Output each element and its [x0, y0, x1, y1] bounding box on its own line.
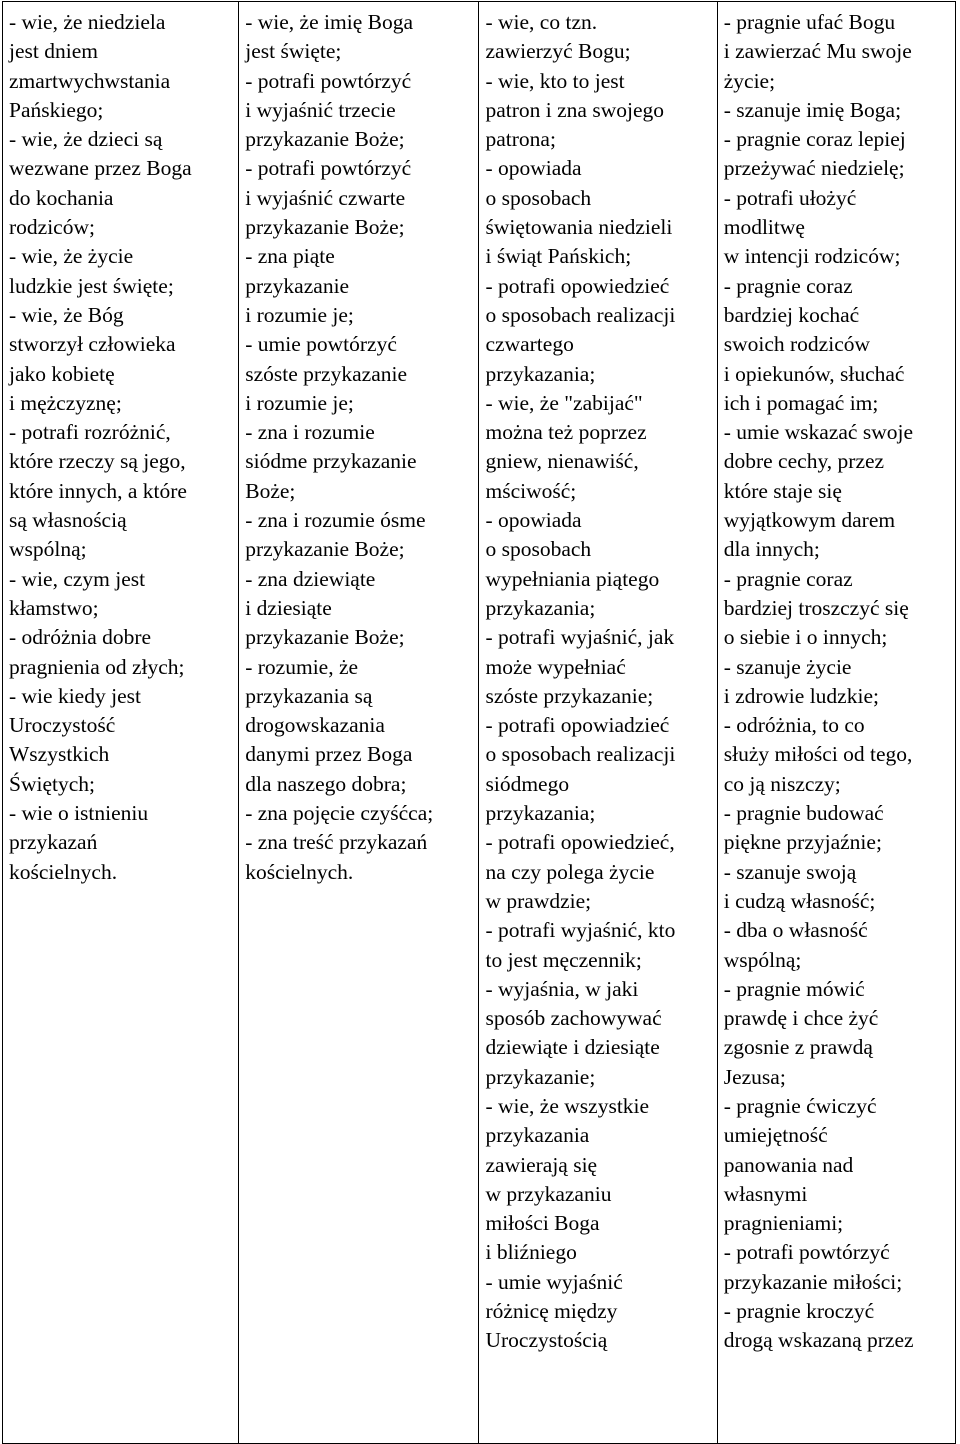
text-line: - potrafi wyjaśnić, kto — [485, 918, 676, 943]
text-line: są własnością — [9, 508, 127, 533]
text-line: - pragnie ćwiczyć — [723, 1093, 877, 1118]
text-line: - wie, co tzn. — [485, 10, 598, 34]
text-line: - pragnie ufać Bogu — [723, 10, 896, 34]
text-line: dziewiąte i dziesiąte — [485, 1035, 660, 1060]
text-line: dobre cechy, przez — [723, 449, 885, 474]
text-line: drogą wskazaną przez — [723, 1328, 914, 1353]
text-line: o siebie i o innych; — [723, 625, 888, 650]
text-line: Boże; — [245, 478, 296, 503]
text-line: panowania nad — [723, 1152, 854, 1177]
text-line: przykazania — [485, 1123, 590, 1148]
text-line: przykazania; — [485, 361, 596, 386]
text-line: prawdę i chce żyć — [723, 1006, 879, 1031]
text-line: patrona; — [485, 127, 556, 152]
text-line: o sposobach realizacji — [485, 742, 676, 767]
text-line: - potrafi opowiedzieć, — [485, 830, 675, 855]
text-line: i opiekunów, słuchać — [723, 361, 905, 386]
text-line: szóste przykazanie; — [485, 683, 654, 708]
text-line: życie; — [723, 68, 776, 93]
text-line: przykazania; — [485, 801, 596, 826]
cell-column-3 — [479, 2, 717, 1444]
text-line: i dziesiąte — [245, 595, 332, 620]
text-line: - potrafi opowiadzieć — [485, 713, 670, 738]
text-line: i wyjaśnić czwarte — [245, 185, 406, 210]
text-line: Uroczystością — [485, 1328, 608, 1353]
text-line: - odróżnia, to co — [723, 713, 865, 738]
text-line: szóste przykazanie — [245, 361, 407, 386]
text-line: - wie, kto to jest — [485, 68, 625, 93]
cell-column-4 — [717, 2, 955, 1444]
text-line: ich i pomagać im; — [723, 390, 879, 415]
text-line: - rozumie, że — [245, 654, 359, 679]
text-line: - wie, że życie — [9, 244, 134, 269]
text-line: - wie, że wszystkie — [485, 1093, 650, 1118]
text-line: i wyjaśnić trzecie — [245, 97, 396, 122]
text-line: przykazanie miłości; — [723, 1269, 903, 1294]
text-line: - pragnie coraz — [723, 273, 853, 298]
text-line: i rozumie je; — [245, 390, 354, 415]
text-line: - pragnie coraz — [723, 566, 853, 591]
text-line: - potrafi powtórzyć — [245, 156, 412, 181]
text-line: - potrafi ułożyć — [723, 185, 857, 210]
text-line: do kochania — [9, 185, 114, 210]
text-line: wyjątkowym darem — [723, 508, 896, 533]
text-line: o sposobach — [485, 537, 592, 562]
text-line: - wie kiedy jest — [9, 683, 141, 708]
text-line: - pragnie mówić — [723, 976, 865, 1001]
text-line: na czy polega życie — [485, 859, 655, 884]
text-line: bardziej kochać — [723, 302, 860, 327]
text-line: przykazania; — [485, 595, 596, 620]
text-line: - odróżnia dobre — [9, 625, 152, 650]
text-line: siódme przykazanie — [245, 449, 417, 474]
text-line: - pragnie coraz lepiej — [723, 127, 906, 152]
text-line: wspólną; — [9, 537, 87, 562]
text-line: które staje się — [723, 478, 842, 503]
table-row — [3, 2, 956, 1444]
text-line: kościelnych. — [9, 859, 118, 884]
text-line: - pragnie budować — [723, 801, 884, 826]
cell-lines — [724, 8, 951, 1356]
text-line: - wie, czym jest — [9, 566, 146, 591]
text-line: - potrafi powtórzyć — [245, 68, 412, 93]
text-line: wypełniania piątego — [485, 566, 660, 591]
text-line: dla naszego dobra; — [245, 771, 407, 796]
text-line: Wszystkich — [9, 742, 110, 767]
text-line: drogowskazania — [245, 713, 385, 738]
text-line: zawierają się — [485, 1152, 598, 1177]
requirements-table — [2, 1, 956, 1444]
text-line: jest dniem — [9, 39, 98, 64]
text-line: - wie o istnieniu — [9, 801, 149, 826]
text-line: Świętych; — [9, 771, 95, 796]
cell-column-2 — [239, 2, 479, 1444]
text-line: stworzył człowieka — [9, 332, 176, 357]
text-line: - zna piąte — [245, 244, 335, 269]
text-line: mściwość; — [485, 478, 577, 503]
text-line: przykazanie Boże; — [245, 537, 405, 562]
text-line: pragnieniami; — [723, 1211, 844, 1236]
text-line: - wyjaśnia, w jaki — [485, 976, 639, 1001]
text-line: - umie wyjaśnić — [485, 1269, 623, 1294]
text-line: piękne przyjaźnie; — [723, 830, 882, 855]
text-line: bardziej troszczyć się — [723, 595, 909, 620]
text-line: i zawierzać Mu swoje — [723, 39, 912, 64]
text-line: - pragnie kroczyć — [723, 1299, 875, 1324]
cell-lines — [9, 8, 234, 887]
text-line: przykazanie — [245, 273, 350, 298]
text-line: zgosnie z prawdą — [723, 1035, 873, 1060]
text-line: - dba o własność — [723, 918, 868, 943]
text-line: - wie, że niedziela — [9, 10, 166, 34]
text-line: danymi przez Boga — [245, 742, 413, 767]
text-line: przykazanie Boże; — [245, 127, 405, 152]
text-line: jako kobietę — [9, 361, 115, 386]
text-line: przykazanie Boże; — [245, 215, 405, 240]
text-line: Pańskiego; — [9, 97, 104, 122]
text-line: dla innych; — [723, 537, 820, 562]
text-line: w intencji rodziców; — [723, 244, 901, 269]
text-line: kościelnych. — [245, 859, 354, 884]
text-line: co ją niszczy; — [723, 771, 841, 796]
text-line: rodziców; — [9, 215, 95, 240]
text-line: - zna pojęcie czyśćca; — [245, 801, 434, 826]
text-line: - wie, że Bóg — [9, 302, 124, 327]
text-line: które innych, a które — [9, 478, 187, 503]
text-line: które rzeczy są jego, — [9, 449, 186, 474]
text-line: - potrafi powtórzyć — [723, 1240, 890, 1265]
text-line: jest święte; — [245, 39, 342, 64]
text-line: o sposobach realizacji — [485, 302, 676, 327]
text-line: czwartego — [485, 332, 574, 357]
text-line: - zna dziewiąte — [245, 566, 376, 591]
text-line: wezwane przez Boga — [9, 156, 192, 181]
text-line: - potrafi wyjaśnić, jak — [485, 625, 675, 650]
text-line: zawierzyć Bogu; — [485, 39, 631, 64]
text-line: - wie, że "zabijać" — [485, 390, 643, 415]
text-line: modlitwę — [723, 215, 805, 240]
text-line: gniew, nienawiść, — [485, 449, 639, 474]
text-line: o sposobach — [485, 185, 592, 210]
text-line: kłamstwo; — [9, 595, 99, 620]
text-line: pragnienia od złych; — [9, 654, 185, 679]
text-line: miłości Boga — [485, 1211, 600, 1236]
text-line: i rozumie je; — [245, 302, 354, 327]
text-line: swoich rodziców — [723, 332, 871, 357]
text-line: zmartwychwstania — [9, 68, 171, 93]
text-line: - opowiada — [485, 156, 582, 181]
text-line: własnymi — [723, 1181, 808, 1206]
text-line: - wie, że dzieci są — [9, 127, 163, 152]
text-line: przykazanie; — [485, 1064, 596, 1089]
text-line: służy miłości od tego, — [723, 742, 913, 767]
text-line: - zna treść przykazań — [245, 830, 428, 855]
text-line: w przykazaniu — [485, 1181, 612, 1206]
text-line: - wie, że imię Boga — [245, 10, 413, 34]
text-line: Jezusa; — [723, 1064, 786, 1089]
text-line: - potrafi rozróżnić, — [9, 420, 171, 445]
text-line: przykazań — [9, 830, 98, 855]
cell-column-1 — [3, 2, 239, 1444]
cell-lines — [485, 8, 712, 1356]
text-line: może wypełniać — [485, 654, 626, 679]
text-line: - zna i rozumie — [245, 420, 375, 445]
text-line: i świąt Pańskich; — [485, 244, 632, 269]
text-line: wspólną; — [723, 947, 802, 972]
text-line: - opowiada — [485, 508, 582, 533]
text-line: - potrafi opowiedzieć — [485, 273, 670, 298]
text-line: i bliźniego — [485, 1240, 577, 1265]
text-line: i mężczyznę; — [9, 390, 122, 415]
text-line: i zdrowie ludzkie; — [723, 683, 879, 708]
cell-lines — [245, 8, 474, 887]
text-line: można też poprzez — [485, 420, 647, 445]
text-line: - szanuje życie — [723, 654, 852, 679]
text-line: umiejętność — [723, 1123, 828, 1148]
text-line: - zna i rozumie ósme — [245, 508, 426, 533]
text-line: w prawdzie; — [485, 888, 592, 913]
text-line: - szanuje swoją — [723, 859, 857, 884]
text-line: - umie wskazać swoje — [723, 420, 913, 445]
text-line: - umie powtórzyć — [245, 332, 397, 357]
text-line: ludzkie jest święte; — [9, 273, 174, 298]
text-line: Uroczystość — [9, 713, 116, 738]
text-line: różnicę między — [485, 1299, 618, 1324]
text-line: patron i zna swojego — [485, 97, 665, 122]
text-line: świętowania niedzieli — [485, 215, 673, 240]
text-line: siódmego — [485, 771, 570, 796]
text-line: i cudzą własność; — [723, 888, 876, 913]
text-line: przykazania są — [245, 683, 373, 708]
text-line: przykazanie Boże; — [245, 625, 405, 650]
text-line: przeżywać niedzielę; — [723, 156, 905, 181]
text-line: to jest męczennik; — [485, 947, 642, 972]
text-line: sposób zachowywać — [485, 1006, 662, 1031]
text-line: - szanuje imię Boga; — [723, 97, 902, 122]
